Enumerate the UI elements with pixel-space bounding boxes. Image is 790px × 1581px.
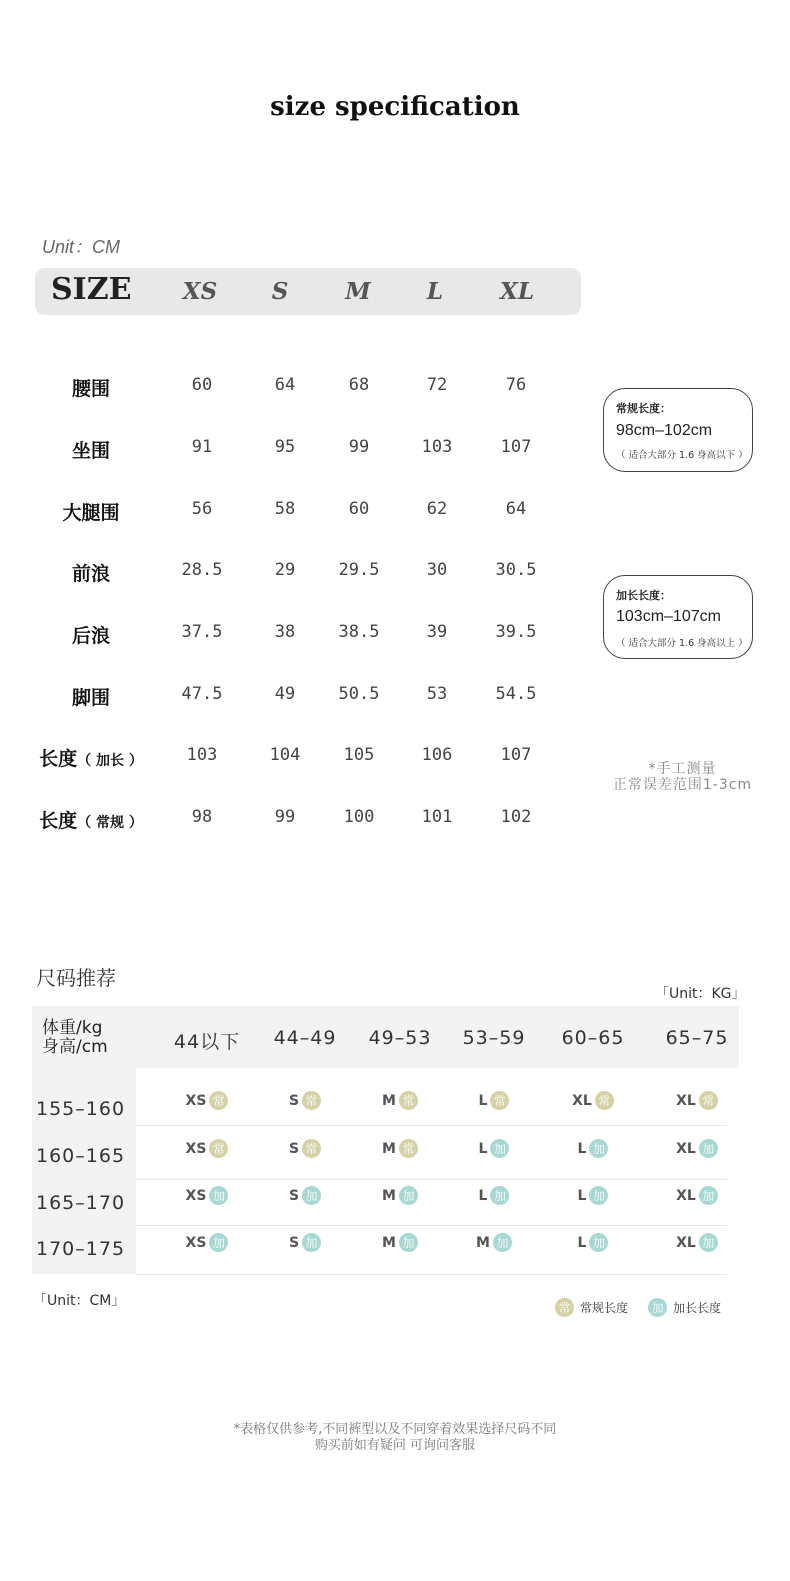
long-badge-icon: 加 bbox=[699, 1233, 718, 1252]
long-length-note-title: 加长长度： bbox=[616, 589, 671, 602]
long-badge-icon: 加 bbox=[490, 1186, 509, 1205]
recommend-cell bbox=[439, 1186, 549, 1205]
recommend-size: M bbox=[382, 1234, 396, 1251]
height-row-label: 155–160 bbox=[36, 1098, 126, 1120]
long-badge-icon: 加 bbox=[399, 1186, 418, 1205]
regular-badge-icon: 常 bbox=[302, 1139, 321, 1158]
spec-cell: 30 bbox=[426, 560, 448, 580]
long-badge-icon: 加 bbox=[302, 1233, 321, 1252]
recommend-cell bbox=[439, 1233, 549, 1252]
weight-header: 44–49 bbox=[273, 1027, 337, 1049]
spec-cell: 54.5 bbox=[495, 684, 537, 704]
spec-row-label-main: 脚围 bbox=[71, 687, 110, 709]
row-divider bbox=[136, 1125, 727, 1126]
spec-cell: 39 bbox=[426, 622, 448, 642]
recommend-cell bbox=[538, 1091, 648, 1110]
legend-regular bbox=[555, 1298, 628, 1317]
regular-badge-icon: 常 bbox=[209, 1139, 228, 1158]
spec-cell: 60 bbox=[348, 499, 370, 519]
recommend-size: M bbox=[382, 1092, 396, 1109]
spec-row-label bbox=[30, 806, 152, 833]
spec-cell: 38 bbox=[274, 622, 296, 642]
spec-row-label bbox=[30, 621, 152, 648]
size-header-s: S bbox=[271, 278, 289, 305]
recommend-cell bbox=[642, 1139, 752, 1158]
spec-cell: 39.5 bbox=[495, 622, 537, 642]
recommend-size: L bbox=[478, 1187, 488, 1204]
recommend-size: XL bbox=[676, 1140, 696, 1157]
weight-header: 53–59 bbox=[462, 1027, 526, 1049]
recommend-size: S bbox=[288, 1140, 300, 1157]
legend-long bbox=[648, 1298, 721, 1317]
regular-badge-icon: 常 bbox=[595, 1091, 614, 1110]
regular-length-note-range: 98cm–102cm bbox=[616, 422, 713, 439]
recommend-cell bbox=[152, 1186, 262, 1205]
spec-row-label-main: 长度 bbox=[39, 748, 78, 770]
row-divider bbox=[136, 1274, 727, 1275]
spec-cell: 38.5 bbox=[338, 622, 380, 642]
spec-cell: 99 bbox=[348, 437, 370, 457]
regular-badge-icon: 常 bbox=[555, 1298, 574, 1317]
recommend-cell bbox=[642, 1091, 752, 1110]
spec-row-label-main: 大腿围 bbox=[62, 502, 120, 524]
spec-cell: 49 bbox=[274, 684, 296, 704]
recommend-cell bbox=[439, 1139, 549, 1158]
spec-cell: 103 bbox=[421, 437, 453, 457]
spec-cell: 76 bbox=[505, 375, 527, 395]
long-badge-icon: 加 bbox=[699, 1139, 718, 1158]
spec-cell: 64 bbox=[505, 499, 527, 519]
recommend-size: L bbox=[478, 1140, 488, 1157]
recommend-size: S bbox=[288, 1187, 300, 1204]
recommend-size: L bbox=[577, 1234, 587, 1251]
recommend-size: XS bbox=[185, 1234, 207, 1251]
spec-cell: 30.5 bbox=[495, 560, 537, 580]
measure-note-line1: *手工测量 bbox=[648, 761, 717, 777]
recommend-size: L bbox=[478, 1092, 488, 1109]
recommend-cell bbox=[250, 1139, 360, 1158]
size-header-xs: XS bbox=[182, 278, 218, 305]
recommend-size: L bbox=[577, 1140, 587, 1157]
spec-cell: 50.5 bbox=[338, 684, 380, 704]
recommend-corner-label bbox=[42, 1019, 108, 1057]
recommend-size: M bbox=[382, 1140, 396, 1157]
spec-cell: 102 bbox=[500, 807, 532, 827]
spec-row-label bbox=[30, 436, 152, 463]
spec-row-label bbox=[30, 559, 152, 586]
spec-cell: 101 bbox=[421, 807, 453, 827]
unit-label: Unit：CM bbox=[42, 237, 121, 257]
long-badge-icon: 加 bbox=[399, 1233, 418, 1252]
spec-row-label bbox=[30, 744, 152, 771]
spec-row-label-main: 后浪 bbox=[71, 625, 110, 647]
footer-note-line1: *表格仅供参考,不同裤型以及不同穿着效果选择尺码不同 bbox=[233, 1422, 557, 1437]
long-badge-icon: 加 bbox=[209, 1186, 228, 1205]
recommend-title: 尺码推荐 bbox=[36, 966, 116, 990]
recommend-size: M bbox=[476, 1234, 490, 1251]
spec-row-label bbox=[30, 374, 152, 401]
recommend-size: XS bbox=[185, 1187, 207, 1204]
weight-header: 65–75 bbox=[665, 1027, 729, 1049]
long-length-note-hint: （ 适合大部分 1.6 身高以上 ） bbox=[616, 638, 748, 649]
spec-cell: 72 bbox=[426, 375, 448, 395]
recommend-size: XL bbox=[676, 1092, 696, 1109]
long-badge-icon: 加 bbox=[699, 1186, 718, 1205]
size-header-label: SIZE bbox=[51, 272, 132, 307]
height-row-label: 165–170 bbox=[36, 1192, 126, 1214]
regular-badge-icon: 常 bbox=[490, 1091, 509, 1110]
height-row-label: 170–175 bbox=[36, 1238, 126, 1260]
recommend-size: S bbox=[288, 1092, 300, 1109]
regular-length-note-hint: （ 适合大部分 1.6 身高以下 ） bbox=[616, 450, 748, 461]
spec-row-label-main: 腰围 bbox=[71, 378, 110, 400]
size-header-m: M bbox=[345, 278, 371, 305]
recommend-corner-height: 身高/cm bbox=[42, 1037, 108, 1057]
weight-header: 49–53 bbox=[368, 1027, 432, 1049]
spec-cell: 29 bbox=[274, 560, 296, 580]
spec-cell: 103 bbox=[186, 745, 218, 765]
long-badge-icon: 加 bbox=[209, 1233, 228, 1252]
spec-cell: 53 bbox=[426, 684, 448, 704]
footer-note-line2: 购买前如有疑问 可询问客服 bbox=[314, 1438, 476, 1453]
recommend-cell bbox=[250, 1091, 360, 1110]
spec-cell: 47.5 bbox=[181, 684, 223, 704]
height-row-label: 160–165 bbox=[36, 1145, 126, 1167]
long-badge-icon: 加 bbox=[589, 1139, 608, 1158]
spec-cell: 98 bbox=[191, 807, 213, 827]
long-badge-icon: 加 bbox=[490, 1139, 509, 1158]
recommend-cell bbox=[538, 1233, 648, 1252]
spec-cell: 107 bbox=[500, 437, 532, 457]
spec-row-label bbox=[30, 498, 152, 525]
regular-badge-icon: 常 bbox=[699, 1091, 718, 1110]
recommend-size: S bbox=[288, 1234, 300, 1251]
spec-cell: 106 bbox=[421, 745, 453, 765]
spec-row-label-main: 坐围 bbox=[71, 440, 110, 462]
spec-row-label bbox=[30, 683, 152, 710]
recommend-unit-kg: 「Unit：KG」 bbox=[655, 986, 746, 1002]
spec-cell: 60 bbox=[191, 375, 213, 395]
row-divider bbox=[136, 1179, 727, 1180]
recommend-cell bbox=[538, 1186, 648, 1205]
spec-row-label-main: 长度 bbox=[39, 810, 78, 832]
recommend-size: M bbox=[382, 1187, 396, 1204]
recommend-cell bbox=[152, 1091, 262, 1110]
regular-badge-icon: 常 bbox=[399, 1139, 418, 1158]
recommend-cell bbox=[538, 1139, 648, 1158]
spec-cell: 37.5 bbox=[181, 622, 223, 642]
recommend-size: L bbox=[577, 1187, 587, 1204]
size-header-l: L bbox=[426, 278, 444, 305]
recommend-size: XL bbox=[676, 1187, 696, 1204]
recommend-cell bbox=[642, 1233, 752, 1252]
spec-cell: 95 bbox=[274, 437, 296, 457]
recommend-cell bbox=[152, 1139, 262, 1158]
long-length-note-range: 103cm–107cm bbox=[616, 608, 721, 625]
spec-cell: 28.5 bbox=[181, 560, 223, 580]
size-header-xl: XL bbox=[499, 278, 535, 305]
legend-long-label: 加长长度 bbox=[673, 1301, 722, 1315]
spec-cell: 105 bbox=[343, 745, 375, 765]
long-badge-icon: 加 bbox=[493, 1233, 512, 1252]
spec-row-label-sub: （ 常规 ） bbox=[77, 815, 143, 831]
long-badge-icon: 加 bbox=[302, 1186, 321, 1205]
spec-cell: 56 bbox=[191, 499, 213, 519]
recommend-cell bbox=[250, 1186, 360, 1205]
regular-length-note-title: 常规长度： bbox=[616, 402, 671, 415]
measure-note-line2: 正常误差范围1-3cm bbox=[612, 777, 753, 793]
recommend-size: XS bbox=[185, 1092, 207, 1109]
recommend-size: XS bbox=[185, 1140, 207, 1157]
spec-row-label-main: 前浪 bbox=[71, 563, 110, 585]
recommend-cell bbox=[250, 1233, 360, 1252]
legend-regular-label: 常规长度 bbox=[580, 1301, 629, 1315]
spec-cell: 107 bbox=[500, 745, 532, 765]
recommend-size: XL bbox=[676, 1234, 696, 1251]
spec-cell: 104 bbox=[269, 745, 301, 765]
long-badge-icon: 加 bbox=[589, 1186, 608, 1205]
spec-cell: 91 bbox=[191, 437, 213, 457]
spec-cell: 64 bbox=[274, 375, 296, 395]
spec-cell: 62 bbox=[426, 499, 448, 519]
recommend-size: XL bbox=[572, 1092, 592, 1109]
row-divider bbox=[136, 1225, 727, 1226]
spec-cell: 100 bbox=[343, 807, 375, 827]
recommend-cell bbox=[439, 1091, 549, 1110]
weight-header: 44以下 bbox=[173, 1031, 241, 1053]
regular-badge-icon: 常 bbox=[302, 1091, 321, 1110]
regular-badge-icon: 常 bbox=[399, 1091, 418, 1110]
spec-cell: 99 bbox=[274, 807, 296, 827]
recommend-cell bbox=[152, 1233, 262, 1252]
page-title: size specification bbox=[270, 92, 520, 122]
spec-cell: 58 bbox=[274, 499, 296, 519]
spec-cell: 68 bbox=[348, 375, 370, 395]
recommend-cell bbox=[642, 1186, 752, 1205]
recommend-unit-cm: 「Unit：CM」 bbox=[33, 1293, 126, 1309]
recommend-corner-weight: 体重/kg bbox=[42, 1018, 103, 1038]
long-badge-icon: 加 bbox=[589, 1233, 608, 1252]
weight-header: 60–65 bbox=[561, 1027, 625, 1049]
long-badge-icon: 加 bbox=[648, 1298, 667, 1317]
regular-badge-icon: 常 bbox=[209, 1091, 228, 1110]
spec-row-label-sub: （ 加长 ） bbox=[77, 753, 143, 769]
spec-cell: 29.5 bbox=[338, 560, 380, 580]
